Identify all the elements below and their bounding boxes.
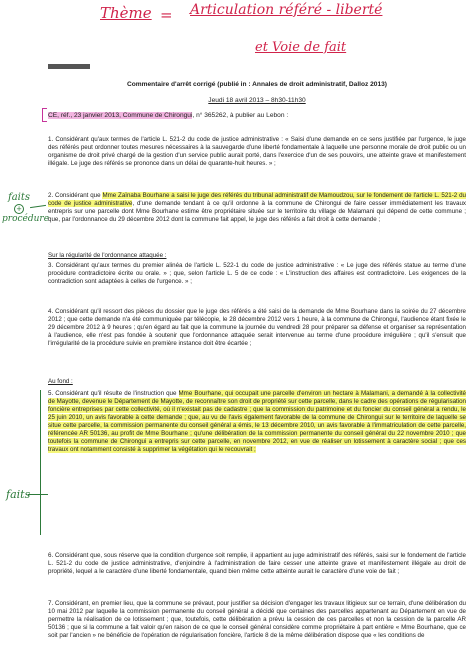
case-reference	[48, 112, 466, 120]
margin-note-procedure: procédure	[2, 214, 50, 224]
paragraph-5	[48, 390, 466, 454]
reference-bracket-mark	[42, 108, 47, 122]
handwritten-topic-line2: et Voie de fait	[255, 40, 347, 55]
margin-note-faits: faits	[8, 192, 31, 203]
margin-note-faits-2: faits	[6, 488, 31, 501]
section-heading-regularity: Sur la régularité de l'ordonnance attaquée :	[48, 252, 167, 259]
paragraph-6: 6. Considérant que, sous réserve que la condition d'urgence soit remplie, il appartient au juge administratif des référés, saisi sur le fondement de l'article L. 521-2 du code de justice administrative, d'enjoindre à l'administration de faire cesser une atteinte grave et manifestement illégale au droit de propriété, lequel a le caractère d'une liberté fondamentale, quand bien même cette atteinte aurait le caractère d'une voie de fait ;	[48, 552, 466, 575]
paragraph-2-lead: 2. Considérant que	[48, 192, 103, 199]
exam-date-line: Jeudi 18 avril 2013 – 8h30-11h30	[208, 97, 306, 104]
margin-arrow-1	[30, 205, 46, 208]
handwritten-theme-label: Thème	[100, 4, 152, 22]
handwritten-equals: =	[160, 6, 173, 24]
paragraph-2	[48, 192, 466, 224]
margin-arrow-2	[28, 494, 48, 495]
paragraph-3: 3. Considérant qu'aux termes du premier alinéa de l'article L. 522-1 du code de justice administrative : « Le juge des référés statue au terme d'une procédure contradictoire écrite ou orale. » ; que, selon l'article L. 5 de ce code : « L'instruction des affaires est contradictoire. Les exigences de la contradiction sont adaptées à celles de l'urgence. » ;	[48, 262, 466, 285]
margin-note-plus: +	[14, 204, 24, 214]
case-reference-rest: , n° 365262, à publier au Lebon :	[192, 112, 289, 119]
paragraph-5-lead: 5. Considérant qu'il résulte de l'instruction que	[48, 390, 179, 397]
margin-bracket-line	[40, 390, 41, 535]
paragraph-1: 1. Considérant qu'aux termes de l'article L. 521-2 du code de justice administrative : « Saisi d'une demande en ce sens justifiée par l'urgence, le juge des référés peut ordonner toutes mesures nécessaires à la sauvegarde d'une liberté fondamentale à laquelle une personne morale de droit public ou un organisme de droit privé chargé de la gestion d'un service public aurait porté, dans l'exercice d'un de ses pouvoirs, une atteinte grave et manifestement illégale. Le juge des référés se prononce dans un délai de quarante-huit heures. » ;	[48, 136, 466, 167]
paragraph-2-rest: , d'une demande tendant à ce qu'il ordonne à la commune de Chirongui de faire cesser immédiatement les travaux entrepris sur une parcelle dont Mme Bourhane estime être propriétaire située sur le territoire du village de Malamani qui dépend de cette commune ; que, par l'ordonnance du 29 décembre 2012 dont la commune fait appel, le juge des référés a fait droit à cette demande ;	[48, 200, 467, 223]
handwritten-topic-line1: Articulation référé - liberté	[190, 2, 383, 18]
paragraph-5-highlight: Mme Bourhane, qui occupait une parcelle d'environ un hectare à Malamani, a demandé à la collectivité de Mayotte, devenue le Département de Mayotte, de reconnaître son droit de propriété sur cette parcelle, dans le cadre des opérations de régularisation foncière entreprises par cette collectivité, où il n'existait pas de cadastre ; que la commission du patrimoine et du foncier du conseil général a rendu, le 25 juin 2010, un avis favorable à cette demande ; que, au vu de l'avis également favorable de la commune de Chirongui sur le territoire de laquelle se situe cette parcelle, la commission permanente du conseil général a émis, le 13 décembre 2010, un avis favorable à l'immatriculation de cette parcelle, référencée AR 50136, au profit de Mme Bourhane ; qu'une délibération de la commission permanente du conseil général du 22 novembre 2010 ; que toutefois la commune de Chirongui a entrepris sur cette parcelle, en novembre 2012, en vue de réaliser un lotissement à caractère social ; que ces travaux ont notamment consisté à supprimer la végétation qui le recouvrait ;	[48, 390, 466, 453]
paragraph-7: 7. Considérant, en premier lieu, que la commune se prévaut, pour justifier sa décision d'engager les travaux litigieux sur ce terrain, d'une délibération du 10 mai 2012 par laquelle la commission permanente du conseil général a décidé que certaines des parcelles appartenant au Département en vue de permettre la réalisation de ce lotissement ; que, toutefois, cette délibération a prévu la cession de ces parcelles et non la cession de la parcelle AR 50136 ; que si la commune a fait valoir qu'en raison de ce que le conseil général considère comme propriétaire à part entière « Mme Bourhane, que ce soit par l'ancien » ne bénéficie de l'opération de régularisation foncière, l'article 8 de la même délibération dispose que « les conditions de	[48, 600, 466, 639]
case-reference-highlighted: CE, réf., 23 janvier 2013, Commune de Chirongui	[48, 112, 193, 119]
paragraph-2-highlight: Mme Zaïnaba Bourhane a saisi le juge des référés du tribunal administratif de Mamoudzou, sur le fondement de l'article L. 521-2 du code de justice administrative	[48, 192, 466, 207]
paragraph-4: 4. Considérant qu'il ressort des pièces du dossier que le juge des référés a été saisi de la demande de Mme Bourhane dans la soirée du 27 décembre 2012 ; que cette demande n'a été communiquée par télécopie, le 28 décembre 2012 vers 1 heure, à la commune de Chirongui, l'audience étant fixée le 29 décembre 2012 à 9 heures ; qu'en égard au fait que la commune la journée du vendredi 28 pour préparer sa défense et organiser sa représentation à l'audience, elle n'est pas fondée à soutenir que l'ordonnance attaquée serait intervenue au terme d'une procédure irrégulière ; qu'il s'ensuit que l'irrégularité de la procédure suivie en première instance doit être écartée ;	[48, 308, 466, 347]
document-title: Commentaire d'arrêt corrigé (publié in : Annales de droit administratif, Dalloz 2013)	[127, 81, 387, 88]
section-heading-merits: Au fond :	[48, 378, 73, 385]
redacted-name-bar	[48, 64, 90, 69]
